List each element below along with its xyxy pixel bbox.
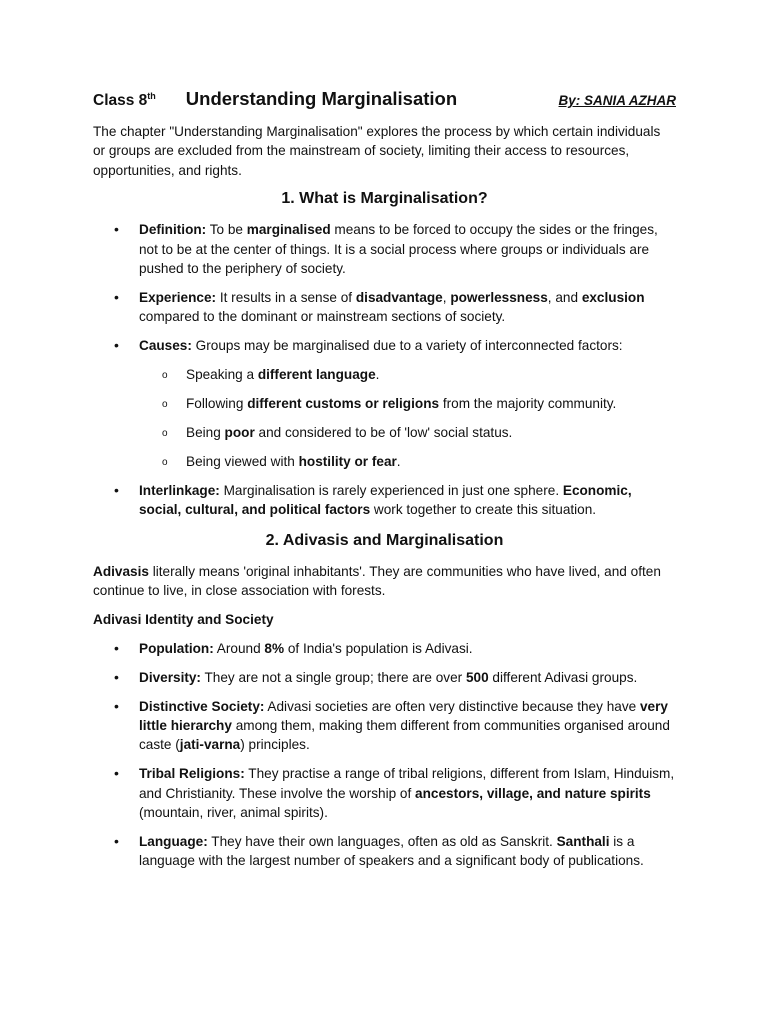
section-1-heading: 1. What is Marginalisation?: [281, 190, 488, 208]
cause-item: o Speaking a different language.: [93, 365, 676, 384]
document-title: Understanding Marginalisation: [185, 88, 458, 109]
document-header: [93, 88, 676, 112]
section-1-list: [93, 220, 676, 355]
intro-paragraph: The chapter "Understanding Marginalisation" explores the process by which certain individuals or groups are excluded from the mainstream of society, limiting their access to resources, opportunities, and rights.: [93, 124, 661, 178]
language-item: • Language: They have their own languages, often as old as Sanskrit. Santhali is a language with the largest number of speakers and a significant body of publications.: [93, 832, 676, 871]
definition-item: • Definition: To be marginalised means to be forced to occupy the sides or the fringes, not to be at the center of things. It is a social process where groups or individuals are pushed to the periphery of society.: [93, 220, 676, 278]
author-credit: By: SANIA AZHAR: [558, 93, 676, 108]
diversity-item: • Diversity: They are not a single group; there are over 500 different Adivasi groups.: [93, 668, 676, 687]
tribal-religions-item: • Tribal Religions: They practise a range of tribal religions, different from Islam, Hinduism, and Christianity. These involve the worship of ancestors, village, and nature spirits (mountain, river, animal spirits).: [93, 764, 676, 822]
class-label: Class 8th: [93, 90, 156, 109]
causes-item: • Causes: Groups may be marginalised due to a variety of interconnected factors:: [93, 336, 676, 355]
experience-item: • Experience: It results in a sense of disadvantage, powerlessness, and exclusion compared to the dominant or mainstream sections of society.: [93, 288, 676, 327]
adivasi-intro-paragraph: Adivasis literally means 'original inhabitants'. They are communities who have lived, and often continue to live, in close association with forests.: [93, 563, 661, 598]
causes-sublist: [93, 365, 676, 471]
interlinkage-item: • Interlinkage: Marginalisation is rarely experienced in just one sphere. Economic, social, cultural, and political factors work together to create this situation.: [93, 481, 676, 520]
section-2-heading: 2. Adivasis and Marginalisation: [265, 531, 504, 549]
distinctive-society-item: • Distinctive Society: Adivasi societies are often very distinctive because they have very little hierarchy among them, making them different from communities organised around caste (jati-varna) principles.: [93, 697, 676, 755]
cause-item: o Being poor and considered to be of 'low' social status.: [93, 423, 676, 442]
section-2-list: [93, 639, 676, 871]
cause-item: o Being viewed with hostility or fear.: [93, 452, 676, 471]
adivasi-identity-subheading: Adivasi Identity and Society: [93, 611, 274, 627]
population-item: • Population: Around 8% of India's population is Adivasi.: [93, 639, 676, 658]
class-superscript: th: [147, 90, 156, 101]
cause-item: o Following different customs or religions from the majority community.: [93, 394, 676, 413]
section-1-list-continued: [93, 481, 676, 520]
